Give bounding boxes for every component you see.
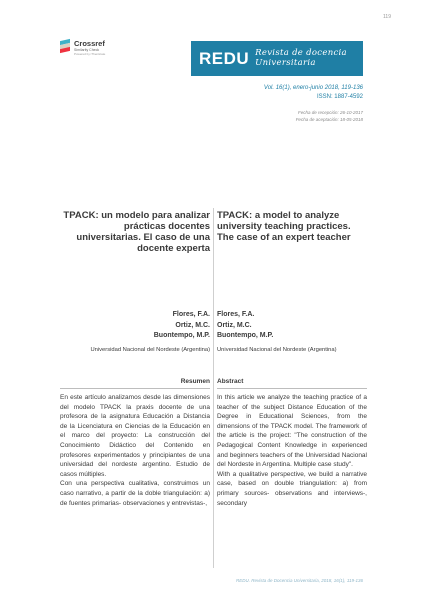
accepted-date: Fecha de aceptación: 18-05-2018 [295,117,363,122]
abstract-paragraph: In this article we analyze the teaching practice of a teacher of the subject Distance Education of the Degree in Educational Sciences, from the dimensions of the TPACK model. The framework of the article is the project: "The construction of the Pedagogical Content Knowledge in experienced and beginners teachers of the Universidad Nacional del Nordeste in Argentina. Multiple case study". [217,394,367,469]
journal-volume: Vol. 16(1), enero-junio 2018, 119-136 [263,85,363,91]
authors-right [217,310,367,342]
affiliation-left: Universidad Nacional del Nordeste (Argentina) [90,347,210,353]
journal-logo: REDU [199,48,250,68]
heading-abstract: Abstract [217,378,244,385]
abstract-paragraph: Con una perspectiva cualitativa, construimos un caso narrativo, a partir de la doble triangulación: a) de fuentes primarias- observaciones y entrevistas-, [60,480,210,507]
crossref-subtitle: Similarity Check [74,47,100,52]
abstract-paragraph: With a qualitative perspective, we build a narrative case, based on double triangulation: a) from primary sources- observations and interviews-, secondary [217,470,367,507]
author-name: Ortiz, M.C. [217,321,252,329]
author-name: Flores, F.A. [172,311,210,318]
author-name: Ortiz, M.C. [175,321,210,329]
affiliation-right: Universidad Nacional del Nordeste (Argentina) [217,347,337,353]
heading-rule-left [60,388,210,389]
crossref-powered-by: Powered by iThenticate [74,52,106,56]
heading-rule-right [217,388,367,389]
page-footer: REDU. Revista de Docencia Universitaria, 2018, 16(1), 119-136 [236,578,363,583]
received-date: Fecha de recepción: 26-10-2017 [297,110,363,115]
page-number: 119 [383,14,391,20]
author-name: Buontempo, M.P. [217,332,274,339]
journal-name-line2: Universitaria [255,57,316,68]
journal-banner [191,41,363,76]
author-name: Flores, F.A. [217,311,255,318]
abstract-paragraph: En este artículo analizamos desde las dimensiones del modelo TPACK la praxis docente de una profesora de la asignatura Educación a Distancia de la Licenciatura en Ciencias de la Educación en el marco del proyecto: La construcción del Conocimiento Didáctico del Contenido en profesores experimentados y principiantes de una universidad del nordeste argentino. Estudio de casos múltiples. [60,394,210,478]
crossref-logo-icon [60,40,71,52]
title-english: TPACK: a model to analyze university teaching practices. The case of an expert teacher [217,210,351,243]
author-name: Buontempo, M.P. [153,332,210,339]
authors-left [60,310,210,342]
column-divider [213,208,214,568]
crossref-name: Crossref [74,39,105,48]
journal-issn: ISSN: 1887-4592 [316,94,363,100]
heading-resumen: Resumen [180,378,210,385]
crossref-badge[interactable] [60,40,105,56]
abstract-spanish [60,393,210,508]
abstract-english [217,393,367,508]
journal-name-line1: Revista de docencia [255,47,347,58]
title-spanish: TPACK: un modelo para analizar prácticas docentes universitarias. El caso de una docente experta [63,210,210,254]
journal-name [255,49,347,69]
